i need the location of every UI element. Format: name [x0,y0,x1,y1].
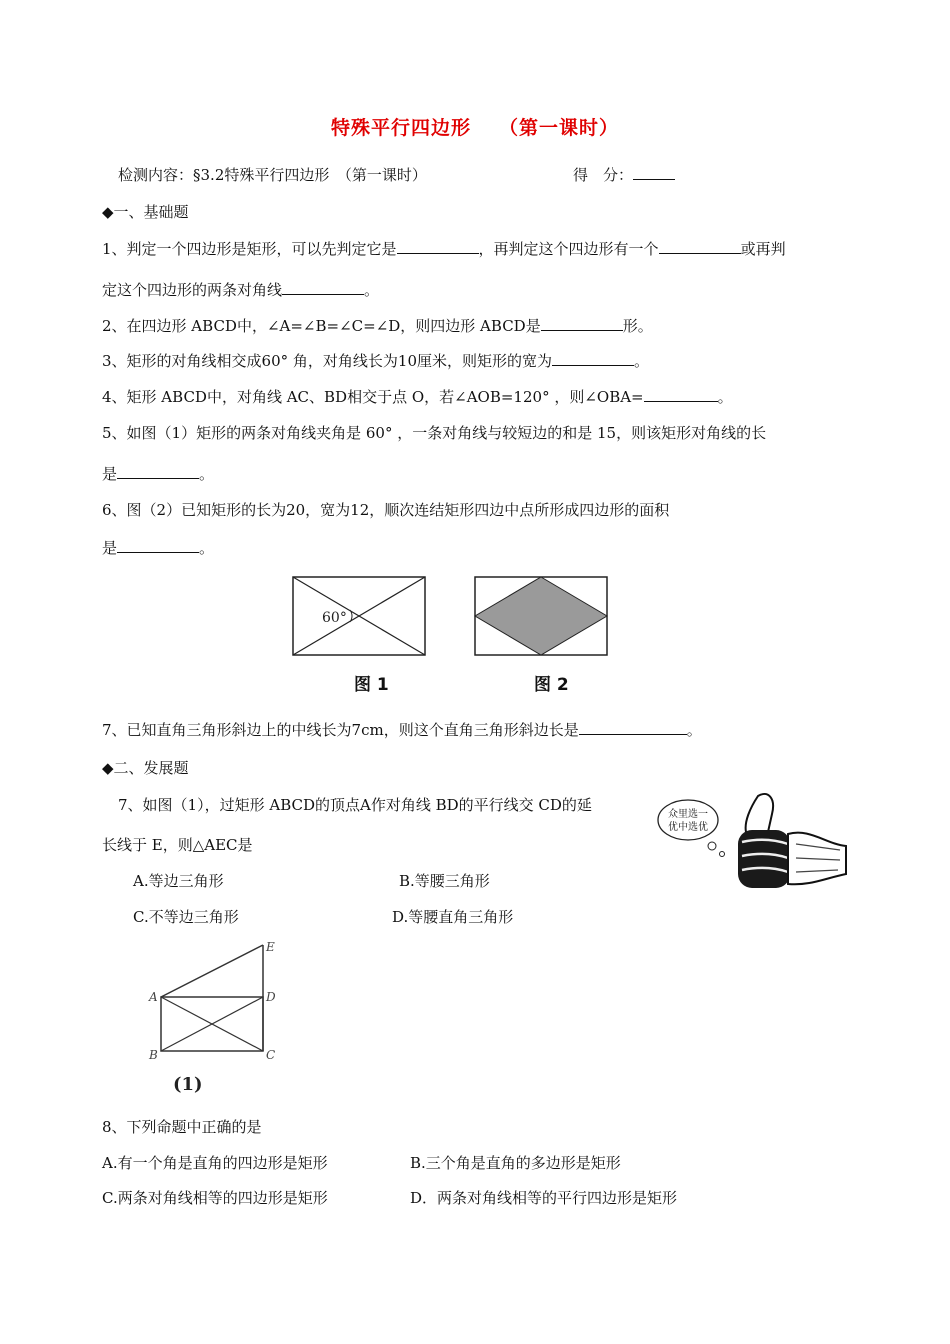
question-2 [102,315,653,336]
bubble-line-1: 众里选一 [668,809,708,820]
q5-text-c: 。 [199,465,215,483]
q1-blank-2[interactable] [659,239,741,254]
score-line [573,164,675,185]
q8-option-d[interactable]: D．两条对角线相等的平行四边形是矩形 [410,1189,678,1207]
score-blank[interactable] [633,165,675,180]
q7a-text-b: 。 [686,721,702,739]
thumbs-up-illustration [650,788,850,892]
section-title: 二、发展题 [113,759,189,777]
page-title [0,113,950,140]
question-5-line2 [102,463,214,484]
q5-blank[interactable] [117,464,199,479]
section-development [102,757,189,778]
title-sub: （第一课时） [499,117,620,139]
q1-text-a: 1、判定一个四边形是矩形，可以先判定它是 [102,240,397,258]
content-value: §3.2特殊平行四边形 （第一课时） [193,166,427,184]
fig3-caption: (1) [173,1074,203,1095]
figure-1-caption: 图 1 [354,675,389,695]
question-7a [102,719,702,740]
fig3-label-e: E [266,940,275,954]
fig3-label-a: A [149,990,158,1004]
bubble-dot [720,852,725,857]
q1-text-c: 或再判 [740,240,786,258]
q4-text-a: 4、矩形 ABCD中，对角线 AC、BD相交于点 O，若∠AOB=120° ，则∠OBA= [102,388,644,406]
question-7b-line1: 7、如图（1），过矩形 ABCD的顶点A作对角线 BD的平行线交 CD的延 [118,796,592,814]
q1-blank-1[interactable] [397,239,479,254]
content-label: 检测内容： [118,166,194,184]
question-6-line2 [102,537,214,558]
fig1-angle-label: 60° [322,610,347,626]
question-8-stem: 8、下列命题中正确的是 [102,1118,262,1136]
q1-text-b: ，再判定这个四边形有一个 [478,240,659,258]
q2-text-b: 形。 [622,317,653,335]
q2-blank[interactable] [541,316,623,331]
fig3-label-c: C [266,1048,276,1062]
q6-text-b: 是 [102,539,118,557]
q1-text-e: 。 [364,281,380,299]
q8-option-c[interactable]: C.两条对角线相等的四边形是矩形 [102,1189,328,1207]
figure-1-rectangle [292,576,428,660]
question-4 [102,386,733,407]
q7a-blank[interactable] [579,720,687,735]
q3-text-a: 3、矩形的对角线相交成60° 角，对角线长为10厘米，则矩形的宽为 [102,352,552,370]
q7b-option-a[interactable]: A.等边三角形 [133,872,224,890]
q7b-option-b[interactable]: B.等腰三角形 [399,872,490,890]
thumb-icon [738,794,846,888]
q6-text-a: 6、图（2）已知矩形的长为20，宽为12，顺次连结矩形四边中点所形成四边形的面积 [102,501,670,519]
q7a-text-a: 7、已知直角三角形斜边上的中线长为7cm，则这个直角三角形斜边长是 [102,721,579,739]
q7b-option-d[interactable]: D.等腰直角三角形 [392,908,514,926]
diamond-icon: ◆ [102,759,114,777]
title-main: 特殊平行四边形 [330,117,471,139]
figure-2-caption: 图 2 [534,675,569,695]
figure-2-rectangle [474,576,610,660]
diamond-icon: ◆ [102,203,114,221]
fig3-line-ae [161,945,263,997]
q5-text-a: 5、如图（1）矩形的两条对角线夹角是 60° ，一条对角线与较短边的和是 15，则该矩形对角线的长 [102,424,767,442]
q7b-option-c[interactable]: C.不等边三角形 [133,908,239,926]
bubble-line-2: 优中选优 [668,822,708,833]
test-content-line [118,164,427,185]
q1-text-d: 定这个四边形的两条对角线 [102,281,283,299]
q2-text-a: 2、在四边形 ABCD中，∠A=∠B=∠C=∠D，则四边形 ABCD是 [102,317,541,335]
section-title: 一、基础题 [113,203,189,221]
q3-text-b: 。 [634,352,650,370]
question-1-line1 [102,238,786,259]
q8-option-b[interactable]: B.三个角是直角的多边形是矩形 [410,1154,621,1172]
score-label: 得 分： [573,166,634,184]
q5-text-b: 是 [102,465,118,483]
q3-blank[interactable] [552,351,634,366]
q4-text-b: 。 [717,388,733,406]
q8-option-a[interactable]: A.有一个角是直角的四边形是矩形 [102,1154,328,1172]
section-basic [102,201,189,222]
figure-3-rectangle-abcd [145,935,285,1097]
speech-bubble [658,800,718,840]
fig3-label-b: B [149,1048,158,1062]
fig3-label-d: D [266,990,276,1004]
question-6-line1 [102,499,669,520]
question-1-line2 [102,279,379,300]
question-7b-line2: 长线于 E，则△AEC是 [102,836,253,854]
q6-blank[interactable] [117,538,199,553]
q4-blank[interactable] [644,387,718,402]
question-5-line1 [102,422,766,443]
bubble-dot [708,842,716,850]
question-3 [102,350,649,371]
q1-blank-3[interactable] [282,280,364,295]
q6-text-c: 。 [199,539,215,557]
